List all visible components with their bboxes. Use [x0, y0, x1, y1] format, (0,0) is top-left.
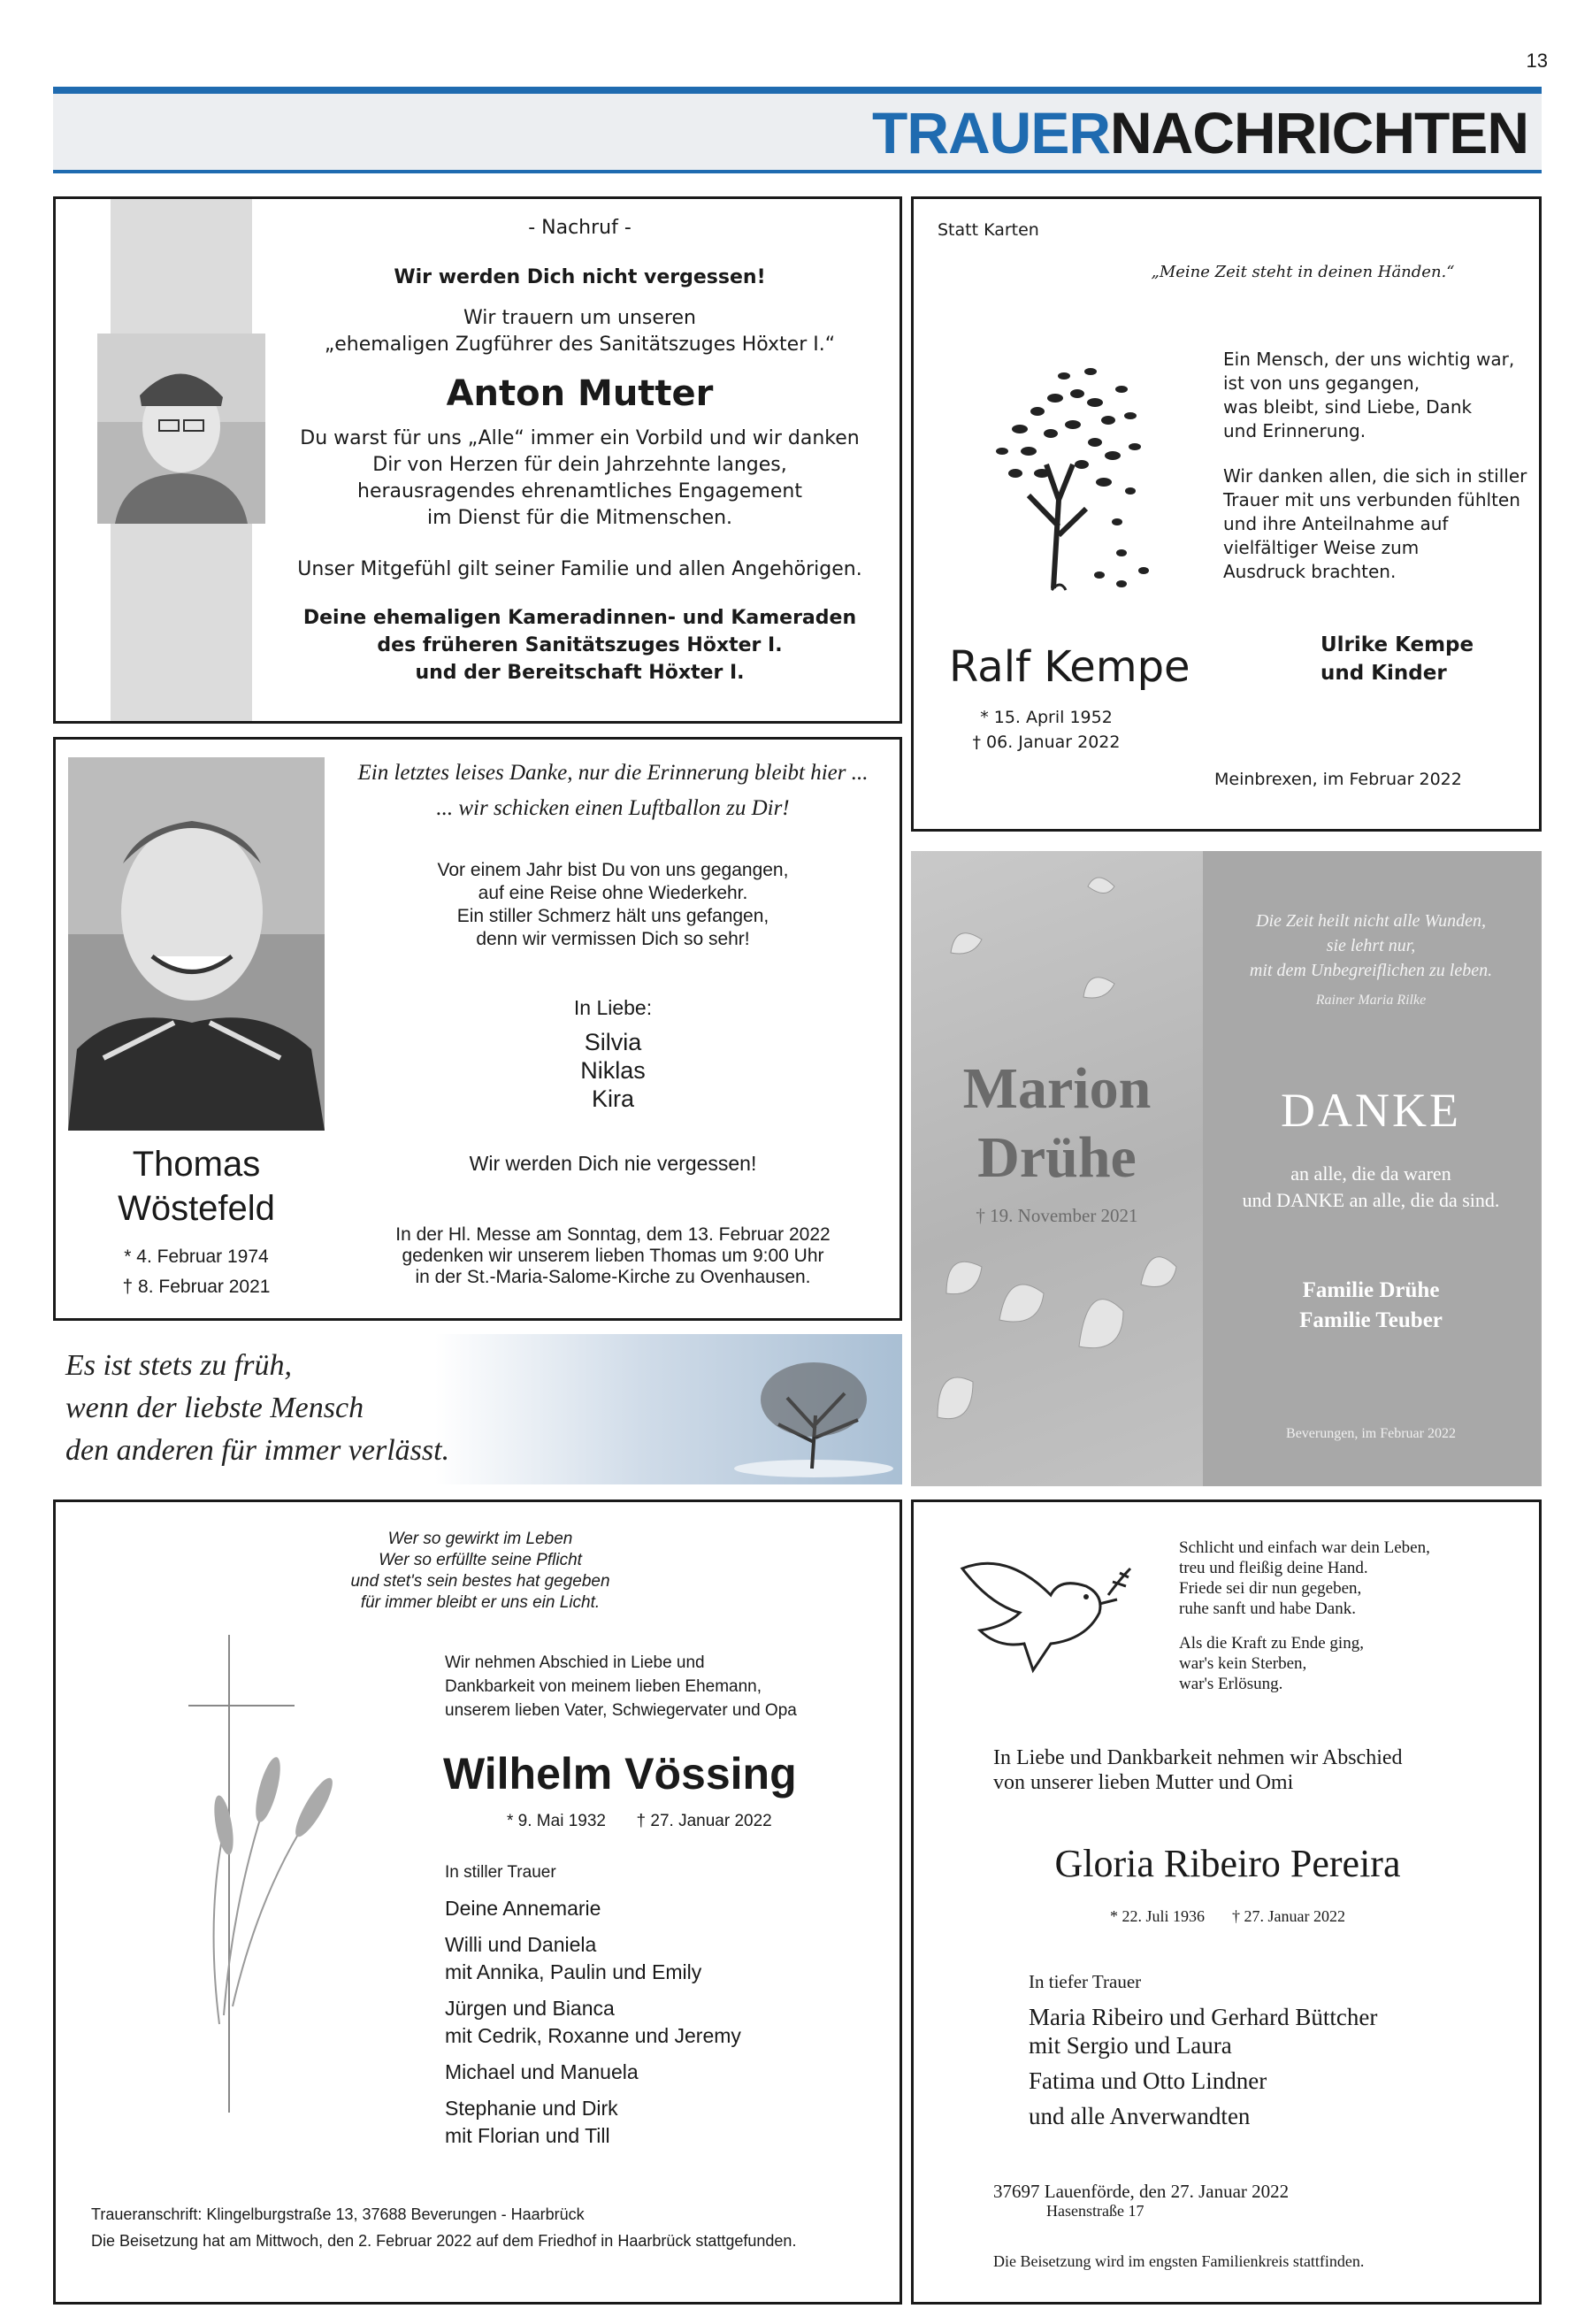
family-line: Deine Annemarie	[445, 1897, 601, 1920]
portrait-image	[68, 757, 325, 1131]
mourning-label: In tiefer Trauer	[1029, 1971, 1142, 1992]
family-line: Ulrike Kempe	[1321, 633, 1474, 656]
portrait-image	[97, 334, 265, 524]
obituary-gloria-ribeiro-pereira	[911, 1499, 1542, 2305]
signature-line: und der Bereitschaft Höxter I.	[415, 662, 745, 684]
tribute-line: im Dienst für die Mitmenschen.	[426, 507, 733, 529]
kempe-text-line: was bleibt, sind Liebe, Dank	[1223, 396, 1473, 418]
poem-line: ruhe sanft und habe Dank.	[1179, 1599, 1356, 1618]
poem-line: war's Erlösung.	[1179, 1675, 1283, 1693]
kempe-text-line: und ihre Anteilnahme auf	[1223, 513, 1449, 534]
family-name: Niklas	[580, 1057, 646, 1084]
quote-line: mit dem Unbegreiflichen zu leben.	[1249, 961, 1493, 980]
death-date: † 27. Januar 2022	[636, 1812, 772, 1830]
quote-line: sie lehrt nur,	[1326, 936, 1416, 955]
signature-line: des früheren Sanitätszuges Höxter I.	[377, 634, 783, 656]
intro-line: unserem lieben Vater, Schwiegervater und Opa	[445, 1701, 797, 1720]
tribute-line: Dir von Herzen für dein Jahrzehnte langes,	[372, 454, 787, 476]
header-bar-bottom	[53, 170, 1542, 173]
poem-line: war's kein Sterben,	[1179, 1654, 1307, 1673]
name-last: Wöstefeld	[118, 1189, 275, 1228]
page-title-accent: TRAUER	[872, 100, 1111, 165]
poem-line: Friede sei dir nun gegeben,	[1179, 1579, 1362, 1598]
nachruf-headline: Wir werden Dich nicht vergessen!	[394, 266, 766, 288]
kempe-text-line: Ausdruck brachten.	[1223, 561, 1397, 582]
family-line: Maria Ribeiro und Gerhard Büttcher	[1029, 2004, 1378, 2030]
tree-icon	[967, 332, 1161, 597]
family-line: Stephanie und Dirk	[445, 2097, 618, 2120]
kempe-quote: „Meine Zeit steht in deinen Händen.“	[1151, 263, 1455, 281]
text-line: denn wir vermissen Dich so sehr!	[476, 929, 750, 949]
love-label: In Liebe:	[573, 996, 653, 1019]
intro-line: „ehemaligen Zugführer des Sanitätszuges Höxter I.“	[324, 334, 836, 356]
mass-line: gedenken wir unserem lieben Thomas um 9:00 Uhr	[402, 1246, 824, 1266]
portrait-anton-mutter	[97, 334, 265, 524]
kempe-text-line: und Erinnerung.	[1223, 420, 1366, 441]
poem-line: Wer so erfüllte seine Pflicht	[379, 1551, 582, 1569]
tribute-line: Du warst für uns „Alle“ immer ein Vorbild und wir danken	[300, 427, 860, 449]
nachruf-kicker: - Nachruf -	[528, 217, 632, 239]
never-forget: Wir werden Dich nie vergessen!	[469, 1152, 757, 1175]
intro-line: Wir nehmen Abschied in Liebe und	[445, 1653, 705, 1672]
danke-heading: DANKE	[1281, 1084, 1461, 1137]
place-date: Meinbrexen, im Februar 2022	[1214, 770, 1462, 789]
quote-line: Ein letztes leises Danke, nur die Erinnerung bleibt hier ...	[357, 761, 869, 785]
poem-line: für immer bleibt er uns ein Licht.	[360, 1593, 601, 1612]
born-date: * 15. April 1952	[980, 708, 1113, 727]
born-date: * 4. Februar 1974	[124, 1246, 269, 1267]
lone-tree-icon	[734, 1345, 893, 1477]
poem-line: Als die Kraft zu Ende ging,	[1179, 1634, 1364, 1653]
deceased-name: Ralf Kempe	[949, 642, 1190, 692]
mourning-label: In stiller Trauer	[445, 1863, 556, 1882]
kempe-text-line: Ein Mensch, der uns wichtig war,	[1223, 349, 1515, 370]
family-line: mit Cedrik, Roxanne und Jeremy	[445, 2024, 741, 2047]
dove-icon	[953, 1542, 1166, 1684]
family-line: Familie Teuber	[1299, 1308, 1443, 1332]
death-date: † 06. Januar 2022	[972, 732, 1121, 752]
place-date: Beverungen, im Februar 2022	[1286, 1426, 1456, 1441]
intro-line: Dankbarkeit von meinem lieben Ehemann,	[445, 1677, 762, 1696]
obituary-ralf-kempe	[911, 196, 1542, 832]
family-line: Michael und Manuela	[445, 2060, 639, 2083]
death-date: † 27. Januar 2022	[1232, 1907, 1345, 1925]
thanks-line: an alle, die da waren	[1290, 1162, 1451, 1185]
text-line: Vor einem Jahr bist Du von uns gegangen,	[437, 860, 789, 880]
family-name: Silvia	[584, 1029, 642, 1055]
family-name: Kira	[591, 1085, 634, 1112]
kempe-text-line: ist von uns gegangen,	[1223, 372, 1420, 394]
page-number: 13	[1526, 50, 1548, 72]
deceased-name: Anton Mutter	[446, 373, 714, 414]
place-date: 37697 Lauenförde, den 27. Januar 2022	[993, 2181, 1290, 2202]
banner-line: Es ist stets zu früh,	[65, 1349, 292, 1382]
mass-line: In der Hl. Messe am Sonntag, dem 13. Februar 2022	[395, 1224, 831, 1245]
quote-line: Die Zeit heilt nicht alle Wunden,	[1256, 911, 1486, 931]
address-line: Traueranschrift: Klingelburgstraße 13, 37688 Beverungen - Haarbrück	[91, 2205, 585, 2223]
family-line: Willi und Daniela	[445, 1933, 597, 1956]
kempe-text-line: Trauer mit uns verbunden fühlten	[1223, 489, 1520, 510]
statt-karten-label: Statt Karten	[938, 220, 1039, 240]
family-line: mit Sergio und Laura	[1029, 2032, 1232, 2059]
kempe-text-line: vielfältiger Weise zum	[1223, 537, 1420, 558]
family-line: und Kinder	[1321, 662, 1447, 685]
family-line: und alle Anverwandten	[1029, 2103, 1251, 2129]
portrait-thomas-woestefeld	[68, 757, 325, 1131]
funeral-line: Die Beisetzung wird im engsten Familienkreis stattfinden.	[993, 2252, 1365, 2270]
mass-line: in der St.-Maria-Salome-Kirche zu Ovenhausen.	[415, 1267, 811, 1287]
thanks-line: und DANKE an alle, die da sind.	[1242, 1189, 1500, 1211]
intro-line: von unserer lieben Mutter und Omi	[993, 1771, 1294, 1794]
condolence: Unser Mitgefühl gilt seiner Familie und allen Angehörigen.	[297, 558, 862, 580]
quote-author: Rainer Maria Rilke	[1315, 993, 1427, 1008]
family-line: mit Florian und Till	[445, 2124, 610, 2147]
poem-line: treu und fleißig deine Hand.	[1179, 1559, 1368, 1577]
kempe-text-line: Wir danken allen, die sich in stiller	[1223, 465, 1527, 487]
deceased-name: Gloria Ribeiro Pereira	[1054, 1842, 1401, 1885]
text-line: Ein stiller Schmerz hält uns gefangen,	[456, 906, 769, 926]
intro-line: Wir trauern um unseren	[463, 307, 696, 329]
death-date: † 19. November 2021	[976, 1205, 1138, 1226]
obituary-thomas-woestefeld	[53, 737, 902, 1321]
text-line: auf eine Reise ohne Wiederkehr.	[478, 883, 748, 903]
page-title	[53, 97, 1528, 168]
street: Hasenstraße 17	[1046, 2202, 1144, 2220]
obituary-anton-mutter	[53, 196, 902, 724]
intro-line: In Liebe und Dankbarkeit nehmen wir Abschied	[993, 1746, 1403, 1769]
banner-line: den anderen für immer verlässt.	[65, 1434, 450, 1467]
family-line: Familie Drühe	[1302, 1278, 1440, 1302]
born-date: * 22. Juli 1936	[1110, 1907, 1206, 1925]
header-bar-top	[53, 87, 1542, 94]
tribute-line: herausragendes ehrenamtliches Engagement	[357, 480, 802, 502]
page-title-rest: NACHRICHTEN	[1110, 100, 1528, 165]
obituary-marion-druehe	[911, 851, 1542, 1486]
banner-line: wenn der liebste Mensch	[65, 1392, 364, 1424]
name-first: Thomas	[132, 1145, 261, 1184]
born-date: * 9. Mai 1932	[507, 1812, 606, 1830]
obituary-wilhelm-voessing	[53, 1499, 902, 2305]
funeral-line: Die Beisetzung hat am Mittwoch, den 2. Februar 2022 auf dem Friedhof in Haarbrück stattgefunden.	[91, 2232, 797, 2250]
deceased-name: Wilhelm Vössing	[443, 1749, 797, 1799]
poem-line: Wer so gewirkt im Leben	[387, 1530, 573, 1548]
poem-line: Schlicht und einfach war dein Leben,	[1179, 1538, 1430, 1557]
signature-line: Deine ehemaligen Kameradinnen- und Kameraden	[302, 607, 857, 629]
family-line: Jürgen und Bianca	[445, 1997, 615, 2020]
poem-line: und stet's sein bestes hat gegeben	[350, 1572, 610, 1591]
name-last: Drühe	[977, 1125, 1137, 1190]
cross-wheat-icon	[171, 1635, 374, 2113]
family-line: Fatima und Otto Lindner	[1029, 2067, 1267, 2094]
family-line: mit Annika, Paulin und Emily	[445, 1960, 702, 1983]
quote-line: ... wir schicken einen Luftballon zu Dir!	[436, 796, 790, 820]
sympathy-banner	[53, 1334, 902, 1484]
name-first: Marion	[962, 1056, 1152, 1121]
death-date: † 8. Februar 2021	[122, 1277, 271, 1297]
